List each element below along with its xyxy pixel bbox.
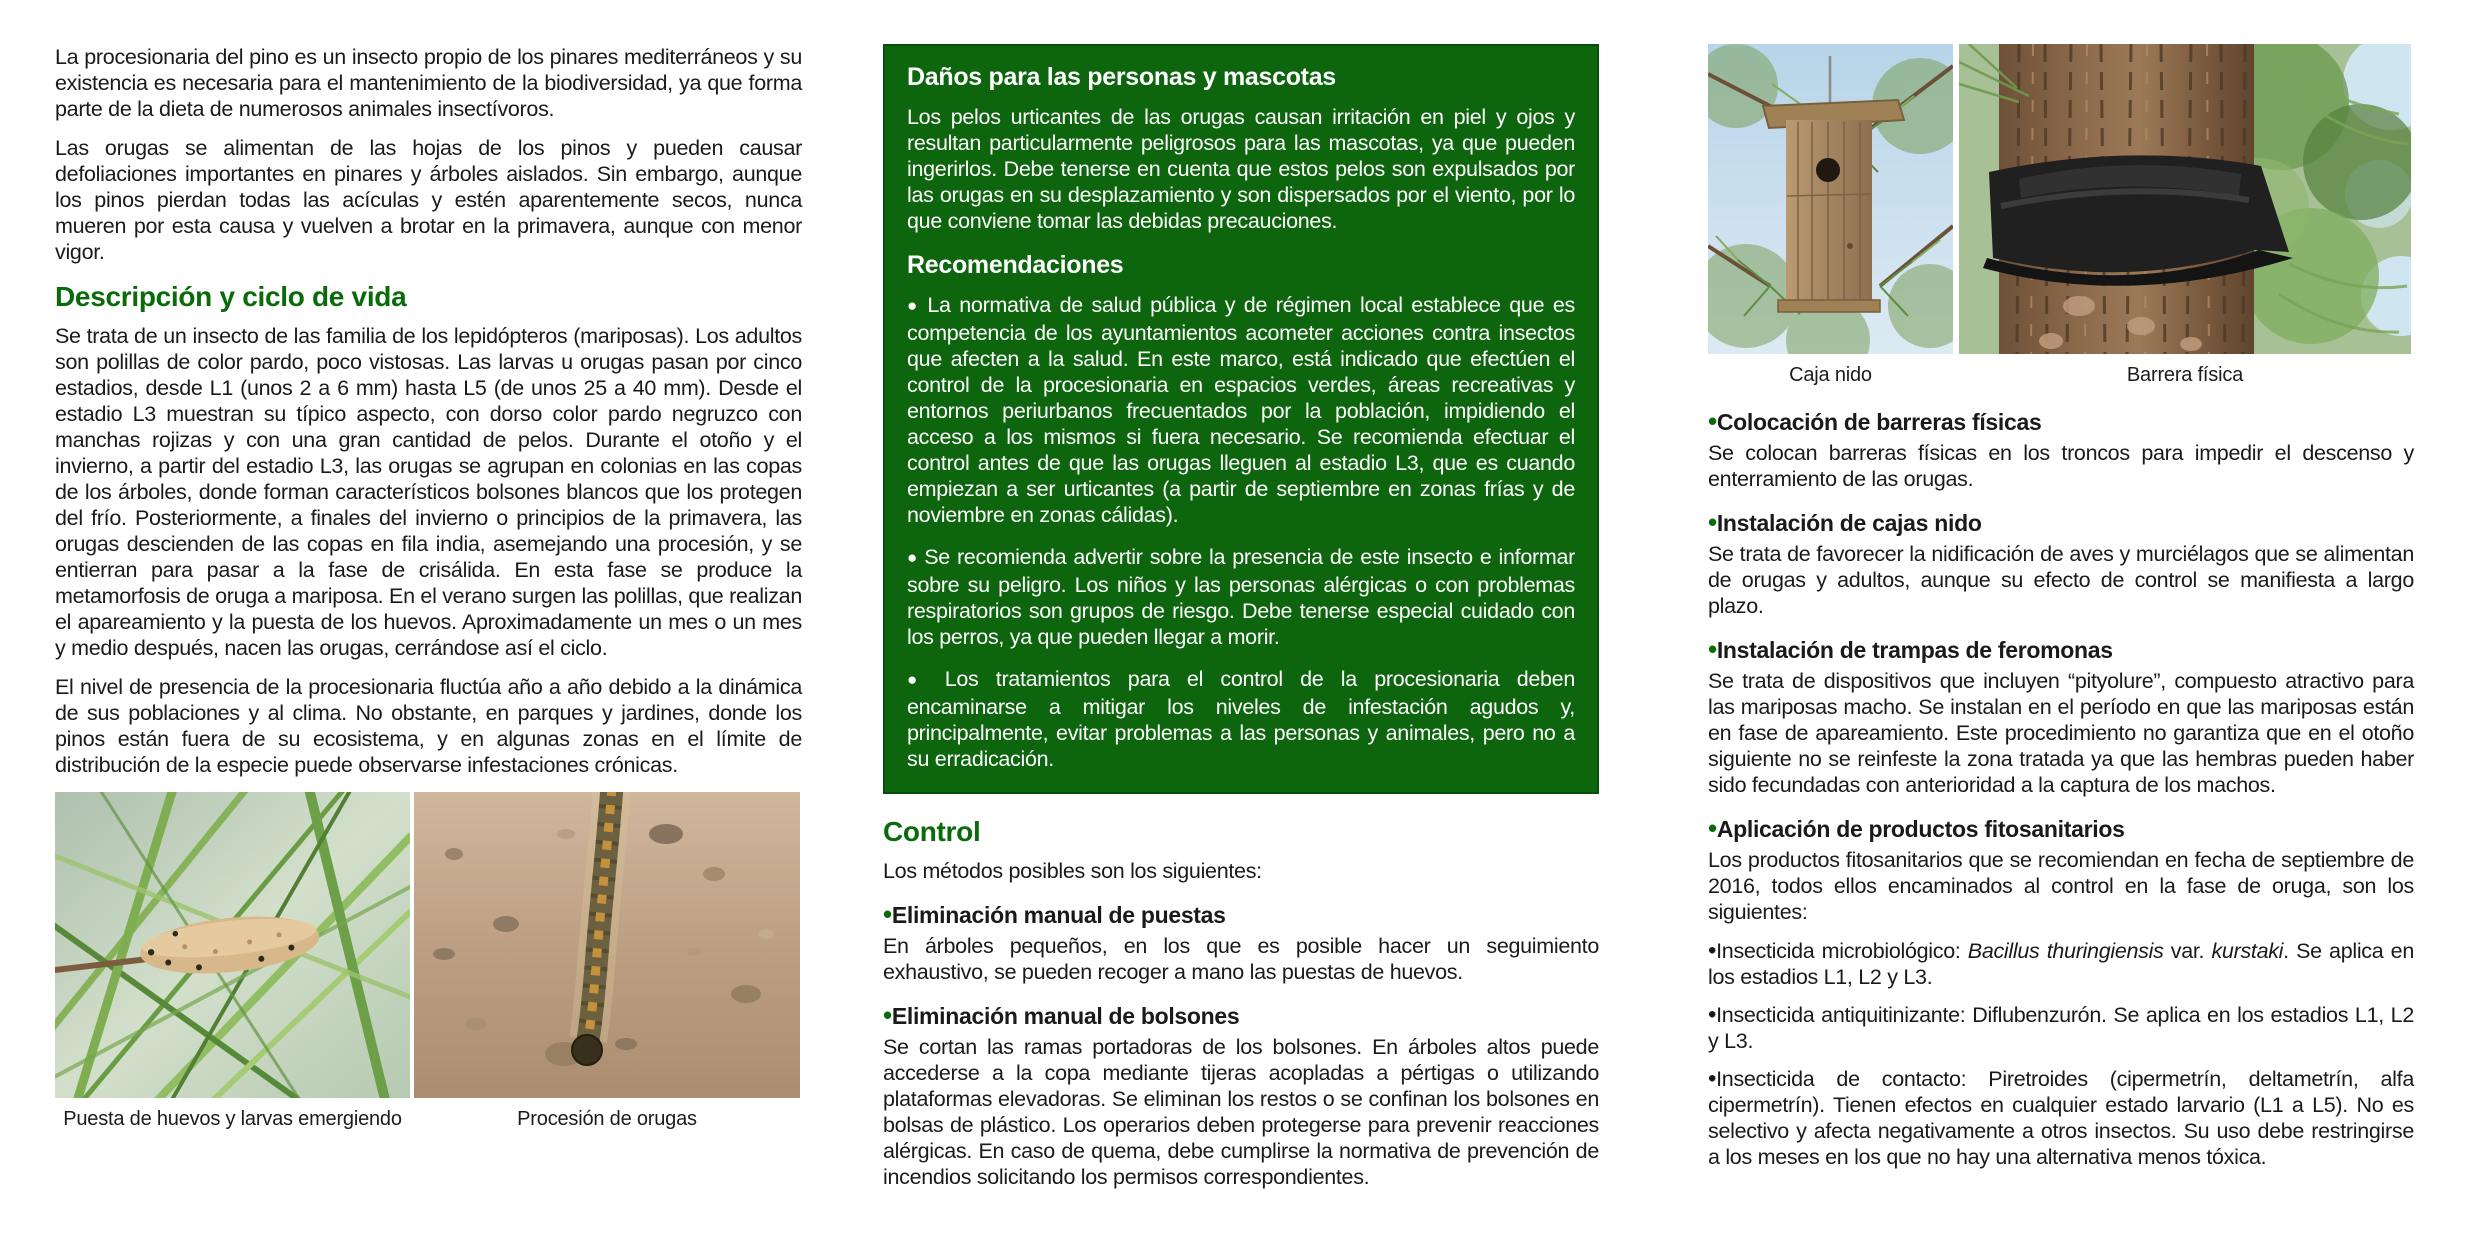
left-column: [55, 44, 802, 1131]
section-heading-descripcion: Descripción y ciclo de vida: [55, 281, 407, 312]
method-body: Se cortan las ramas portadoras de los bolsones. En árboles altos puede accederse a la copa mediante tijeras acopladas a pértigas o utilizando plataformas elevadoras. Se eliminan los restos o se confinan los bolsones en bolsas de plástico. Los operarios deben protegerse para prevenir reacciones alérgicas. En caso de quema, debe cumplirse la normativa de prevención de incendios solicitando los permisos correspondientes.: [883, 1035, 1599, 1189]
method-heading-trampas-feromonas: • Instalación de trampas de feromonas: [1708, 635, 2414, 664]
right-photo-row: [1708, 44, 2414, 354]
insecticide-item-microbiologico: [1708, 938, 2414, 990]
caterpillar-procession-illustration: [414, 792, 800, 1098]
photo-egg-laying: [55, 792, 410, 1098]
method-body: Se trata de dispositivos que incluyen “pityolure”, compuesto atractivo para las mariposas macho. Se instalan en el período en que las mariposas están en fase de apareamiento. Este procedimiento no garantiza que en el otoño siguiente no se reinfeste la zona tratada ya que las hembras pueden haber sido fecundadas con anterioridad a la captura de los machos.: [1708, 669, 2414, 797]
method-body: Se colocan barreras físicas en los troncos para impedir el descenso y enterramiento de las orugas.: [1708, 441, 2414, 491]
egg-mass-illustration: [55, 792, 410, 1098]
warning-bullet: ● Se recomienda advertir sobre la presencia de este insecto e informar sobre su peligro. Los niños y las personas alérgicas o con problemas respiratorios son grupos de riesgo. Debe tenerse especial cuidado con los perros, ya que pueden llegar a morir.: [907, 544, 1575, 650]
method-body: Se trata de favorecer la nidificación de aves y murciélagos que se alimentan de orugas y adultos, aunque su efecto de control se manifiesta a largo plazo.: [1708, 542, 2414, 618]
photo-caption: Barrera física: [2126, 364, 2244, 386]
insecticide-text: Insecticida de contacto: Piretroides (cipermetrín, deltametrín, alfa cipermetrín). Tienen efectos en cualquier estado larvario (L1 a L5). No es selectivo y afecta negativamente a otros insectos. Su uso debe restringirse a los meses en los que no hay una alternativa menos tóxica.: [1708, 1067, 2414, 1169]
left-photo-row: [55, 792, 802, 1098]
method-body: En árboles pequeños, en los que es posible hacer un seguimiento exhaustivo, se pueden recoger a mano las puestas de huevos.: [883, 934, 1599, 984]
section-paragraph: Se trata de un insecto de las familia de los lepidópteros (mariposas). Los adultos son polillas de color pardo, poco vistosas. Las larvas u orugas pasan por cinco estadios, desde L1 (unos 2 a 6 mm) hasta L5 (de unos 25 a 40 mm). Desde el estadio L3 muestran su típico aspecto, con dorso color pardo negruzco con manchas rojizas y con una gran cantidad de pelos. Durante el otoño y el invierno, a partir del estadio L3, las orugas se agrupan en colonias en las copas de los árboles, donde forman característicos bolsones blancos que los protegen del frío. Posteriormente, a finales del invierno o principios de la primavera, las orugas descienden de las copas en fila india, asemejando una procesión, y se entierran para pasar a la fase de crisálida. En esta fase se produce la metamorfosis de oruga a mariposa. En el verano surgen las polillas, que realizan el apareamiento y la puesta de los huevos. Aproximadamente un mes o un mes y medio después, nacen las orugas, cerrándose así el ciclo.: [55, 324, 802, 660]
nest-box-illustration: [1708, 44, 1953, 354]
warning-bullet: ● Los tratamientos para el control de la procesionaria deben encaminarse a mitigar los niveles de infestación agudos y, principalmente, evitar problemas a las personas y animales, pero no a su erradicación.: [907, 666, 1575, 772]
photo-caption: Puesta de huevos y larvas emergiendo: [63, 1108, 402, 1130]
method-heading-cajas-nido: • Instalación de cajas nido: [1708, 508, 2414, 537]
section-paragraph: El nivel de presencia de la procesionaria fluctúa año a año debido a la dinámica de sus poblaciones y al clima. No obstante, en parques y jardines, donde los pinos están fuera de su ecosistema, y en algunas zonas en el límite de distribución de la especie puede observarse infestaciones crónicas.: [55, 675, 802, 777]
variety-name: kurstaki: [2211, 939, 2284, 963]
left-caption-row: [55, 1098, 802, 1131]
middle-column: [883, 44, 1599, 1203]
trunk-barrier-illustration: [1959, 44, 2411, 354]
photo-caption: Caja nido: [1789, 364, 1872, 386]
warning-box-intro: Los pelos urticantes de las orugas causan irritación en piel y ojos y resultan particularmente peligrosos para las mascotas, ya que pueden ingerirlos. Debe tenerse en cuenta que estos pelos son expulsados por las orugas en su desplazamiento y son dispersados por el viento, por lo que conviene tomar las debidas precauciones.: [907, 105, 1575, 233]
insecticide-text: . Se aplica en los estadios L1, L2 y L3.: [1708, 939, 2414, 989]
right-column: [1708, 44, 2414, 1182]
photo-nest-box: [1708, 44, 1953, 354]
method-heading-productos-fitosanitarios: • Aplicación de productos fitosanitarios: [1708, 814, 2414, 843]
warning-bullet: ● La normativa de salud pública y de régimen local establece que es competencia de los ayuntamientos acometer acciones contra insectos que afecten a la salud. En este marco, está indicado que efectúen el control de la procesionaria en espacios verdes, áreas recreativas y entornos periurbanos frecuentados por la población, impidiendo el acceso a los mismos si fuera necesario. Se recomienda efectuar el control antes de que las orugas lleguen al estadio L3, que es cuando empiezan a ser urticantes (a partir de septiembre en zonas frías y de noviembre en zonas cálidas).: [907, 292, 1575, 528]
insecticide-text: Insecticida microbiológico:: [1716, 939, 1968, 963]
insecticide-text: Insecticida antiquitinizante: Diflubenzurón. Se aplica en los estadios L1, L2 y L3.: [1708, 1003, 2414, 1053]
section-heading-control: Control: [883, 816, 981, 847]
method-body: Los productos fitosanitarios que se recomiendan en fecha de septiembre de 2016, todos ellos encaminados al control en la fase de oruga, son los siguientes:: [1708, 848, 2414, 924]
photo-caption: Procesión de orugas: [517, 1108, 697, 1130]
intro-paragraph: La procesionaria del pino es un insecto propio de los pinares mediterráneos y su existencia es necesaria para el mantenimiento de la biodiversidad, ya que forma parte de la dieta de numerosos animales insectívoros.: [55, 45, 802, 121]
photo-caterpillar-procession: [414, 792, 800, 1098]
species-name: Bacillus thuringiensis: [1967, 939, 2164, 963]
warning-box-title: Daños para las personas y mascotas: [907, 63, 1336, 91]
photo-trunk-barrier: [1959, 44, 2411, 354]
control-intro: Los métodos posibles son los siguientes:: [883, 859, 1262, 883]
intro-paragraph: Las orugas se alimentan de las hojas de los pinos y pueden causar defoliaciones importantes en pinares y árboles aislados. Sin embargo, aunque los pinos pierdan todas las acículas y estén aparentemente secos, nunca mueren por esta causa y vuelven a brotar en la primavera, aunque con menor vigor.: [55, 136, 802, 264]
method-heading-eliminacion-bolsones: • Eliminación manual de bolsones: [883, 1001, 1599, 1030]
insecticide-text: var.: [2163, 939, 2212, 963]
right-caption-row: [1708, 354, 2414, 387]
insecticide-item-contacto: [1708, 1066, 2414, 1170]
warning-box: [883, 44, 1599, 794]
method-heading-eliminacion-puestas: • Eliminación manual de puestas: [883, 900, 1599, 929]
warning-box-subtitle: Recomendaciones: [907, 251, 1124, 279]
method-heading-barreras-fisicas: • Colocación de barreras físicas: [1708, 407, 2414, 436]
insecticide-item-antiquitinizante: [1708, 1002, 2414, 1054]
